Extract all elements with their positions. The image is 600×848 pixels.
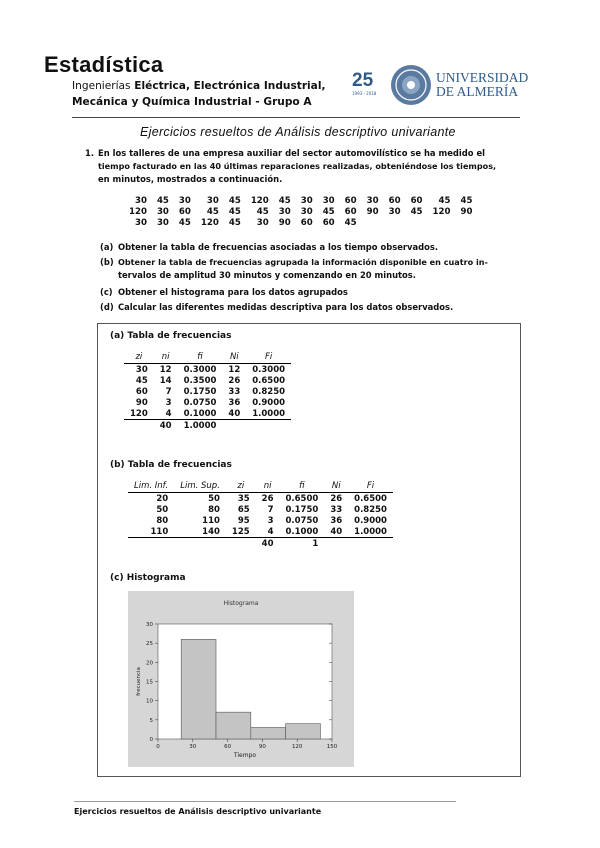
y-tick-label: 25 bbox=[146, 641, 153, 648]
table-cell: 0.8250 bbox=[252, 386, 286, 397]
table-cell: 26 bbox=[228, 375, 241, 386]
table-header-row bbox=[128, 480, 393, 493]
data-value: 60 bbox=[322, 217, 335, 228]
data-value: 120 bbox=[432, 206, 451, 217]
table-cell: 60 bbox=[135, 386, 148, 397]
page-footer: Ejercicios resueltos de Análisis descriptivo univariante bbox=[74, 807, 322, 816]
anniversary-number: 25 bbox=[352, 70, 374, 91]
course-line-1a: Ingenierías bbox=[72, 80, 131, 92]
table-cell: 3 bbox=[165, 397, 172, 408]
table-cell: 110 bbox=[202, 515, 220, 526]
table-row bbox=[124, 408, 291, 420]
table-cell: 120 bbox=[130, 408, 148, 419]
table-cell: 110 bbox=[150, 526, 169, 537]
frequency-table-b bbox=[128, 480, 393, 549]
data-value: 45 bbox=[438, 195, 451, 206]
university-seal-icon bbox=[390, 64, 432, 106]
data-value: 30 bbox=[134, 195, 147, 206]
histogram-chart bbox=[128, 591, 354, 767]
data-value: 60 bbox=[178, 206, 191, 217]
x-tick-label: 120 bbox=[291, 744, 303, 750]
data-value: 45 bbox=[228, 217, 241, 228]
table-row bbox=[124, 397, 291, 408]
data-value: 45 bbox=[178, 217, 191, 228]
table-cell: 0.0750 bbox=[285, 515, 319, 526]
x-tick-label: 30 bbox=[189, 744, 197, 750]
data-value: 45 bbox=[156, 195, 169, 206]
data-value: 90 bbox=[278, 217, 291, 228]
data-value: 45 bbox=[410, 206, 423, 217]
data-value: 60 bbox=[300, 217, 313, 228]
item-text-a: Obtener la tabla de frecuencias asociadas a los tiempo observados. bbox=[118, 242, 439, 252]
header-divider bbox=[72, 117, 520, 118]
x-tick-label: 90 bbox=[258, 744, 266, 750]
table-cell bbox=[348, 538, 393, 550]
histogram-bar bbox=[251, 728, 286, 740]
data-value: 120 bbox=[200, 217, 219, 228]
data-value: 45 bbox=[228, 195, 241, 206]
table-cell: 0.9000 bbox=[252, 397, 286, 408]
data-value: 30 bbox=[256, 217, 269, 228]
data-value: 120 bbox=[250, 195, 269, 206]
page-title: Estadística bbox=[44, 52, 164, 77]
data-row bbox=[124, 206, 477, 217]
table-cell: 0.8250 bbox=[354, 504, 387, 515]
table-cell: 14 bbox=[159, 375, 172, 386]
data-value: 30 bbox=[156, 206, 169, 217]
table-cell: 7 bbox=[267, 504, 274, 515]
item-label-d: (d) bbox=[100, 302, 114, 312]
table-cell: 0.1750 bbox=[183, 386, 217, 397]
column-header: Lim. Inf. bbox=[128, 480, 174, 493]
data-value: 45 bbox=[206, 206, 219, 217]
table-total-row bbox=[124, 420, 291, 432]
data-value: 60 bbox=[344, 195, 357, 206]
x-axis-ticks bbox=[156, 739, 337, 750]
table-cell: 0.6500 bbox=[354, 493, 387, 504]
y-tick-label: 30 bbox=[146, 622, 153, 628]
table-cell: 95 bbox=[237, 515, 250, 526]
column-header: Ni bbox=[324, 480, 348, 493]
table-cell: 45 bbox=[135, 375, 148, 386]
item-text-d: Calcular las diferentes medidas descriptiva para los datos observados. bbox=[118, 302, 454, 312]
table-cell bbox=[222, 420, 246, 432]
table-cell: 0.1000 bbox=[285, 526, 319, 537]
table-cell: 0.9000 bbox=[354, 515, 387, 526]
column-header: ni bbox=[256, 480, 280, 493]
table-cell: 0.3000 bbox=[252, 364, 286, 375]
problem-line: en minutos, mostrados a continuación. bbox=[98, 174, 283, 184]
table-cell: 125 bbox=[231, 526, 250, 537]
table-cell: 36 bbox=[228, 397, 241, 408]
column-header: Fi bbox=[348, 480, 393, 493]
data-value: 90 bbox=[460, 206, 473, 217]
data-value: 30 bbox=[156, 217, 169, 228]
table-cell: 140 bbox=[202, 526, 220, 537]
table-cell bbox=[324, 538, 348, 550]
problem-line: tiempo facturado en las 40 últimas reparaciones realizadas, obteniéndose los tiempos, bbox=[98, 161, 497, 171]
data-value: 30 bbox=[322, 195, 335, 206]
data-value: 30 bbox=[366, 195, 379, 206]
data-value: 30 bbox=[178, 195, 191, 206]
x-axis-label: Tiempo bbox=[233, 752, 257, 759]
anniversary-years: 1993 - 2018 bbox=[352, 91, 377, 96]
table-cell: 40 bbox=[154, 420, 178, 432]
table-row bbox=[128, 515, 393, 526]
y-tick-label: 15 bbox=[146, 679, 153, 686]
table-cell: 40 bbox=[256, 538, 280, 550]
data-value: 30 bbox=[388, 206, 401, 217]
table-row bbox=[128, 526, 393, 538]
chart-title: Histograma bbox=[223, 600, 259, 607]
data-value: 45 bbox=[460, 195, 473, 206]
table-cell: 1.0000 bbox=[252, 408, 286, 419]
column-header: Fi bbox=[246, 351, 291, 364]
table-cell: 1 bbox=[280, 538, 325, 550]
column-header: zi bbox=[226, 480, 256, 493]
data-value: 30 bbox=[300, 206, 313, 217]
section-heading-a: (a) Tabla de frecuencias bbox=[110, 331, 232, 341]
table-row bbox=[124, 375, 291, 386]
table-cell: 0.0750 bbox=[183, 397, 217, 408]
table-total-row bbox=[128, 538, 393, 550]
data-value: 30 bbox=[134, 217, 147, 228]
table-cell: 4 bbox=[267, 526, 274, 537]
table-cell: 7 bbox=[165, 386, 172, 397]
item-text-c: Obtener el histograma para los datos agrupados bbox=[118, 287, 348, 297]
problem-line: En los talleres de una empresa auxiliar del sector automovilístico se ha medido el bbox=[98, 148, 485, 158]
table-cell: 50 bbox=[156, 504, 169, 515]
table-cell: 0.6500 bbox=[252, 375, 286, 386]
data-value: 45 bbox=[344, 217, 357, 228]
data-value: 30 bbox=[206, 195, 219, 206]
table-cell bbox=[124, 420, 154, 432]
y-axis-label: frecuencia bbox=[136, 667, 142, 696]
data-value: 120 bbox=[129, 206, 147, 217]
table-cell: 0.3000 bbox=[183, 364, 217, 375]
table-cell: 0.1750 bbox=[285, 504, 319, 515]
document-subtitle: Ejercicios resueltos de Análisis descriptivo univariante bbox=[140, 125, 456, 139]
x-tick-label: 0 bbox=[156, 744, 160, 750]
footer-divider bbox=[74, 801, 456, 802]
table-cell: 12 bbox=[228, 364, 241, 375]
data-value: 30 bbox=[278, 206, 291, 217]
column-header: ni bbox=[154, 351, 178, 364]
table-header-row bbox=[124, 351, 291, 364]
table-cell: 80 bbox=[208, 504, 220, 515]
column-header: fi bbox=[280, 480, 325, 493]
course-line-1b: Eléctrica, Electrónica Industrial, bbox=[130, 80, 326, 92]
data-value: 60 bbox=[410, 195, 423, 206]
x-tick-label: 150 bbox=[326, 744, 338, 750]
observed-data-table bbox=[124, 195, 477, 228]
table-cell: 0.1000 bbox=[183, 408, 217, 419]
table-cell bbox=[128, 538, 174, 550]
y-tick-label: 5 bbox=[149, 717, 153, 724]
table-cell: 26 bbox=[261, 493, 274, 504]
y-tick-label: 10 bbox=[146, 698, 153, 705]
data-row bbox=[124, 195, 477, 206]
item-text-b: Obtener la tabla de frecuencias agrupada la información disponible en cuatro in- bbox=[118, 257, 488, 267]
table-cell bbox=[174, 538, 226, 550]
table-cell: 40 bbox=[330, 526, 343, 537]
course-line-2: Mecánica y Química Industrial - Grupo A bbox=[72, 96, 312, 108]
histogram-bar bbox=[181, 639, 216, 739]
table-cell: 1.0000 bbox=[178, 420, 223, 432]
data-value: 30 bbox=[300, 195, 313, 206]
data-value: 60 bbox=[344, 206, 357, 217]
table-cell: 1.0000 bbox=[354, 526, 387, 537]
table-cell: 20 bbox=[156, 493, 169, 504]
course-line-1 bbox=[72, 80, 326, 92]
table-cell: 30 bbox=[135, 364, 148, 375]
university-name-line-2: DE ALMERÍA bbox=[436, 84, 519, 99]
y-tick-label: 20 bbox=[146, 660, 153, 667]
table-cell: 0.6500 bbox=[285, 493, 319, 504]
table-cell bbox=[226, 538, 256, 550]
histogram-bar bbox=[286, 724, 321, 739]
y-tick-label: 0 bbox=[149, 737, 153, 743]
table-cell: 4 bbox=[165, 408, 172, 419]
table-cell: 12 bbox=[159, 364, 172, 375]
column-header: Ni bbox=[222, 351, 246, 364]
table-row bbox=[128, 504, 393, 515]
table-cell: 80 bbox=[156, 515, 169, 526]
section-heading-c: (c) Histograma bbox=[110, 573, 186, 583]
section-heading-b: (b) Tabla de frecuencias bbox=[110, 460, 232, 470]
x-tick-label: 60 bbox=[224, 744, 232, 750]
table-row bbox=[124, 364, 291, 376]
item-label-c: (c) bbox=[100, 287, 113, 297]
table-cell: 33 bbox=[330, 504, 343, 515]
histogram-bar bbox=[216, 712, 251, 739]
data-value: 45 bbox=[228, 206, 241, 217]
data-value: 60 bbox=[388, 195, 401, 206]
item-label-a: (a) bbox=[100, 242, 114, 252]
data-row bbox=[124, 217, 477, 228]
table-cell: 50 bbox=[208, 493, 220, 504]
column-header: Lim. Sup. bbox=[174, 480, 226, 493]
table-cell: 0.3500 bbox=[183, 375, 217, 386]
table-cell: 90 bbox=[135, 397, 148, 408]
item-text-b: tervalos de amplitud 30 minutos y comenzando en 20 minutos. bbox=[118, 270, 416, 280]
frequency-table-a bbox=[124, 351, 291, 431]
table-cell: 35 bbox=[237, 493, 250, 504]
problem-number: 1. bbox=[85, 148, 95, 158]
university-name-line-1: UNIVERSIDAD bbox=[436, 70, 529, 85]
data-value: 90 bbox=[366, 206, 379, 217]
item-label-b: (b) bbox=[100, 257, 114, 267]
table-cell: 3 bbox=[267, 515, 274, 526]
column-header: fi bbox=[178, 351, 223, 364]
table-row bbox=[128, 493, 393, 505]
table-cell: 33 bbox=[228, 386, 241, 397]
data-value: 45 bbox=[256, 206, 269, 217]
data-value: 45 bbox=[322, 206, 335, 217]
column-header: zi bbox=[124, 351, 154, 364]
table-cell: 26 bbox=[330, 493, 343, 504]
table-cell: 65 bbox=[237, 504, 250, 515]
table-cell: 40 bbox=[228, 408, 241, 419]
table-cell: 36 bbox=[330, 515, 343, 526]
table-row bbox=[124, 386, 291, 397]
data-value: 45 bbox=[278, 195, 291, 206]
table-cell bbox=[246, 420, 291, 432]
